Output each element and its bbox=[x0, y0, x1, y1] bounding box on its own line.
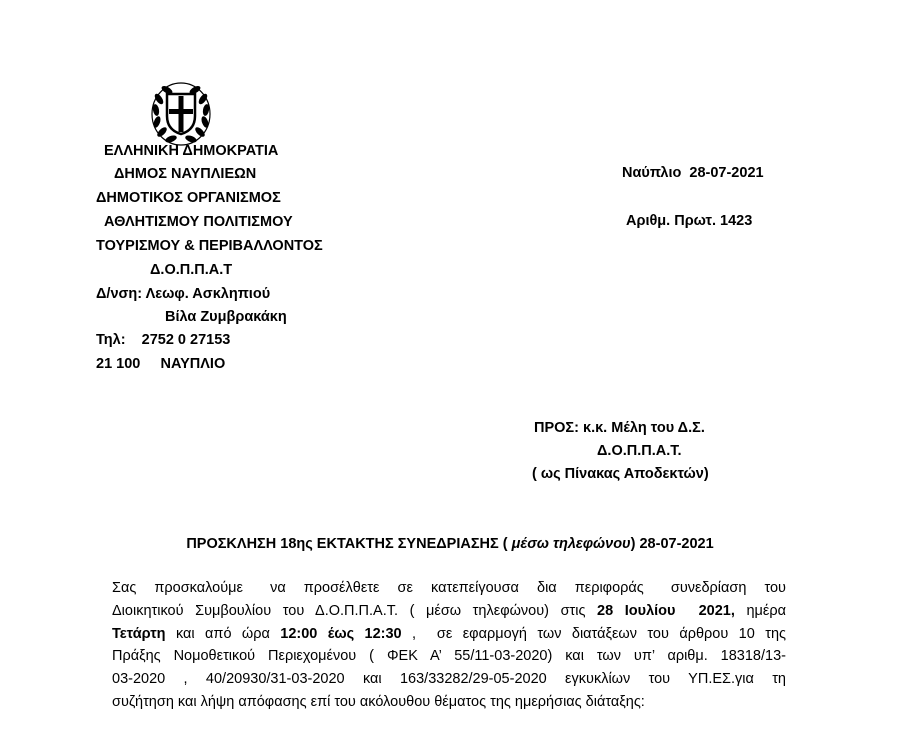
title-part1: ΠΡΟΣΚΛΗΣΗ 18ης ΕΚΤΑΚΤΗΣ ΣΥΝΕΔΡΙΑΣΗΣ ( bbox=[186, 536, 512, 552]
body-line-5 bbox=[112, 668, 786, 691]
title-part2: ) 28-07-2021 bbox=[630, 536, 714, 552]
header-address-line2: Βίλα Ζυμβρακάκη bbox=[165, 309, 287, 325]
body-text-2c: ημέρα bbox=[734, 602, 786, 619]
document-title bbox=[0, 536, 900, 552]
greek-state-emblem-icon bbox=[150, 80, 212, 146]
body-text-1: Σας προσκαλούμε να προσέλθετε σε κατεπείγουσα δια περιφοράς συνεδρίαση του bbox=[112, 580, 786, 596]
body-text-4: Πράξης Νομοθετικού Περιεχομένου ( ΦΕΚ Α’ 55/11-03-2020) και των υπ’ αριθμ. 18318/13- bbox=[112, 648, 786, 665]
header-organization-line3: ΤΟΥΡΙΣΜΟΥ & ΠΕΡΙΒΑΛΛΟΝΤΟΣ bbox=[96, 238, 323, 254]
header-organization: ΔΗΜΟΤΙΚΟΣ ΟΡΓΑΝΙΣΜΟΣ bbox=[96, 190, 281, 206]
meeting-time: 12:00 έως 12:30 bbox=[280, 625, 402, 642]
recipient-line3: ( ως Πίνακας Αποδεκτών) bbox=[532, 466, 709, 482]
header-postcode: 21 100 ΝΑΥΠΛΙΟ bbox=[96, 356, 226, 372]
header-country: ΕΛΛΗΝΙΚΗ ΔΗΜΟΚΡΑΤΙΑ bbox=[104, 143, 279, 159]
place-date: Ναύπλιο 28-07-2021 bbox=[622, 165, 764, 181]
body-line-2 bbox=[112, 600, 786, 623]
body-line-6 bbox=[112, 691, 786, 714]
header-municipality: ΔΗΜΟΣ ΝΑΥΠΛΙΕΩΝ bbox=[114, 166, 257, 182]
body-text-5: 03-2020 , 40/20930/31-03-2020 και 163/33282/29-05-2020 εγκυκλίων του ΥΠ.ΕΣ.για τη bbox=[112, 671, 786, 688]
protocol-number: Αριθμ. Πρωτ. 1423 bbox=[626, 213, 753, 229]
body-text-2a: Διοικητικού Συμβουλίου του Δ.Ο.Π.Π.Α.Τ. ( μέσω τηλεφώνου) στις bbox=[112, 602, 598, 619]
header-phone: Τηλ: 2752 0 27153 bbox=[96, 332, 231, 348]
body-paragraph bbox=[112, 577, 786, 714]
recipient-line2: Δ.Ο.Π.Π.Α.Τ. bbox=[597, 443, 682, 459]
meeting-date: 28 Ιουλίου 2021, bbox=[597, 602, 735, 619]
body-text-6: συζήτηση και λήψη απόφασης επί του ακόλουθου θέματος της ημερήσιας διάταξης: bbox=[112, 693, 645, 710]
body-line-3 bbox=[112, 623, 786, 646]
title-italic: μέσω τηλεφώνου bbox=[511, 536, 631, 552]
meeting-day: Τετάρτη bbox=[112, 625, 166, 642]
body-line-4 bbox=[112, 645, 786, 668]
body-line-1 bbox=[112, 577, 786, 600]
header-organization-line2: ΑΘΛΗΤΙΣΜΟΥ ΠΟΛΙΤΙΣΜΟΥ bbox=[104, 214, 293, 230]
body-text-3b: και από ώρα bbox=[165, 625, 281, 642]
header-address: Δ/νση: Λεωφ. Ασκληπιού bbox=[96, 286, 271, 302]
header-acronym: Δ.Ο.Π.Π.Α.Τ bbox=[150, 262, 233, 278]
recipient-line1: ΠΡΟΣ: κ.κ. Μέλη του Δ.Σ. bbox=[534, 420, 705, 436]
body-text-3d: , σε εφαρμογή των διατάξεων του άρθρου 10 της bbox=[401, 625, 786, 642]
